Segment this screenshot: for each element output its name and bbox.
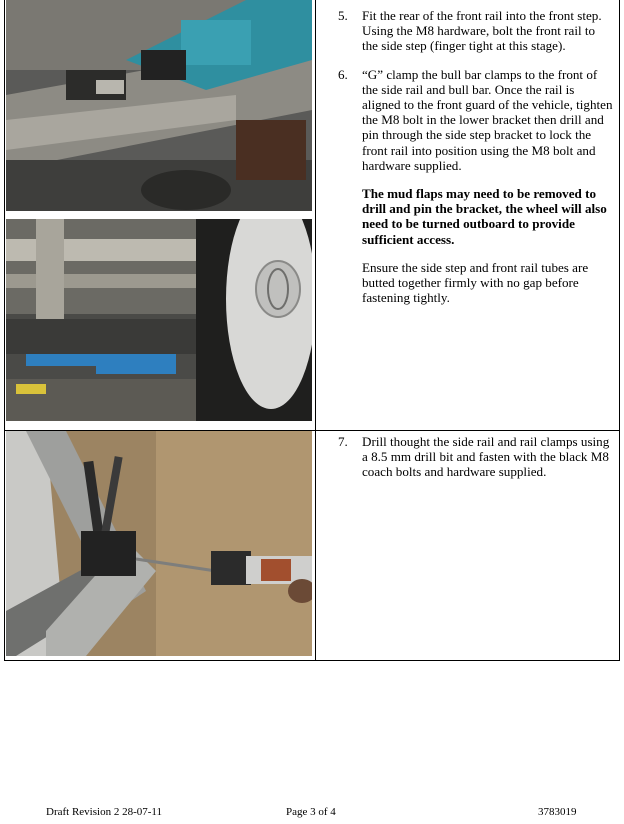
photo-drill-rail-clamp: [6, 431, 312, 656]
footer-doc-number: 3783019: [538, 806, 577, 818]
step-5: [338, 8, 614, 54]
step-number: 6.: [338, 66, 348, 82]
ensure-note: Ensure the side step and front rail tubes are butted together firmly with no gap before fastening tightly.: [362, 259, 589, 306]
step-7: [338, 434, 614, 480]
row1-text: [338, 8, 614, 305]
footer-page-number: Page 3 of 4: [286, 806, 336, 818]
mud-flap-warning: The mud flaps may need to be removed to drill and pin the bracket, the wheel will also need to be turned outboard to provide sufficient access.: [362, 186, 607, 247]
step-text: “G” clamp the bull bar clamps to the front of the side rail and bull bar. Once the rail is aligned to the front guard of the vehicle, tighten the M8 bolt in the lower bracket then drill and pin through the side step bracket to lock the front rail into position using the M8 bolt and hardware supplied.: [362, 66, 613, 173]
step-text: Fit the rear of the front rail into the front step. Using the M8 hardware, bolt the front rail to the side step (finger tight at this stage).: [362, 8, 602, 54]
step-number: 5.: [338, 8, 348, 23]
footer-revision: Draft Revision 2 28-07-11: [46, 806, 162, 818]
step-text: Drill thought the side rail and rail clamps using a 8.5 mm drill bit and fasten with the black M8 coach bolts and hardware supplied.: [362, 434, 610, 480]
photo-wheel-and-rail: [6, 219, 312, 421]
column-divider: [315, 0, 316, 661]
step-number: 7.: [338, 434, 348, 449]
row2-text: [338, 434, 614, 480]
step-6: [338, 67, 614, 173]
photo-drill-under-vehicle: [6, 0, 312, 211]
